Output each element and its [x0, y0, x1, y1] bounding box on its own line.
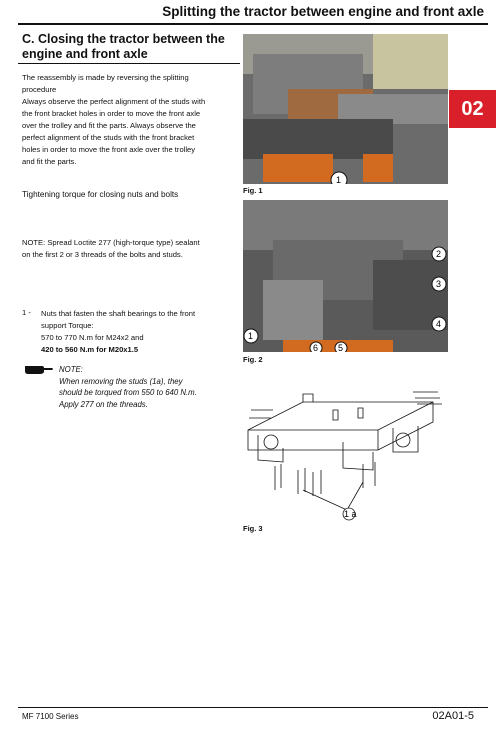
- header-title: Splitting the tractor between engine and front axle: [162, 4, 484, 19]
- studs-note-line: When removing the studs (1a), they: [59, 376, 183, 386]
- studs-note-label: NOTE:: [59, 365, 83, 374]
- figure-2-photo: [243, 200, 448, 352]
- intro-paragraph: [22, 72, 236, 168]
- intro-line: procedure: [22, 85, 57, 94]
- fig2-callout-6: 6: [313, 343, 319, 352]
- list-item: [41, 308, 241, 356]
- fig2-callout-4: 4: [436, 319, 442, 329]
- loctite-note: [22, 237, 236, 261]
- list-line: 420 to 560 N.m for M20x1.5: [41, 345, 139, 354]
- fig2-callout-3: 3: [436, 279, 442, 289]
- intro-line: over the trolley and fit the parts. Always observe the: [22, 121, 196, 130]
- figure-3-drawing: [243, 390, 448, 522]
- studs-note-line: Apply 277 on the threads.: [59, 399, 148, 409]
- intro-line: The reassembly is made by reversing the splitting: [22, 73, 189, 82]
- loctite-note-line: NOTE: Spread Loctite 277 (high-torque type) sealant: [22, 238, 200, 247]
- header-rule: [18, 23, 488, 25]
- figure-1-label: Fig. 1: [243, 186, 263, 195]
- fig2-callout-2: 2: [436, 249, 442, 259]
- list-line: 570 to 770 N.m for M24x2 and: [41, 333, 144, 342]
- intro-line: and fit the parts.: [22, 157, 77, 166]
- intro-line: perfect alignment of the studs with the front bracket: [22, 133, 195, 142]
- list-line: support Torque:: [41, 321, 94, 330]
- loctite-note-line: on the first 2 or 3 threads of the bolts and studs.: [22, 250, 183, 259]
- intro-line: Always observe the perfect alignment of the studs with: [22, 97, 206, 106]
- fig2-callout-1: 1: [248, 331, 254, 341]
- figure-2-label: Fig. 2: [243, 355, 263, 364]
- chapter-tab: 02: [449, 90, 496, 128]
- list-line: Nuts that fasten the shaft bearings to the front: [41, 309, 196, 318]
- fig1-callout-1: 1: [336, 175, 342, 184]
- figure-3-label: Fig. 3: [243, 524, 263, 533]
- list-number: 1 -: [22, 308, 31, 317]
- torque-heading: Tightening torque for closing nuts and bolts: [22, 190, 179, 199]
- footer-series: MF 7100 Series: [22, 712, 79, 721]
- section-title: C. Closing the tractor between the engine and front axle: [22, 32, 225, 61]
- intro-line: the front bracket holes in order to move the front axle: [22, 109, 201, 118]
- studs-note-line: should be torqued from 550 to 640 N.m.: [59, 388, 197, 397]
- fig3-callout-1a: 1 a: [344, 509, 357, 519]
- title-rule: [18, 63, 240, 64]
- footer-rule: [18, 707, 488, 708]
- fig2-callout-5: 5: [338, 343, 344, 352]
- studs-note: [59, 364, 239, 410]
- footer-page-number: 02A01-5: [432, 710, 474, 722]
- intro-line: holes in order to move the front axle over the trolley: [22, 145, 196, 154]
- figure-1-photo: [243, 34, 448, 184]
- pointing-hand-icon: [24, 363, 54, 375]
